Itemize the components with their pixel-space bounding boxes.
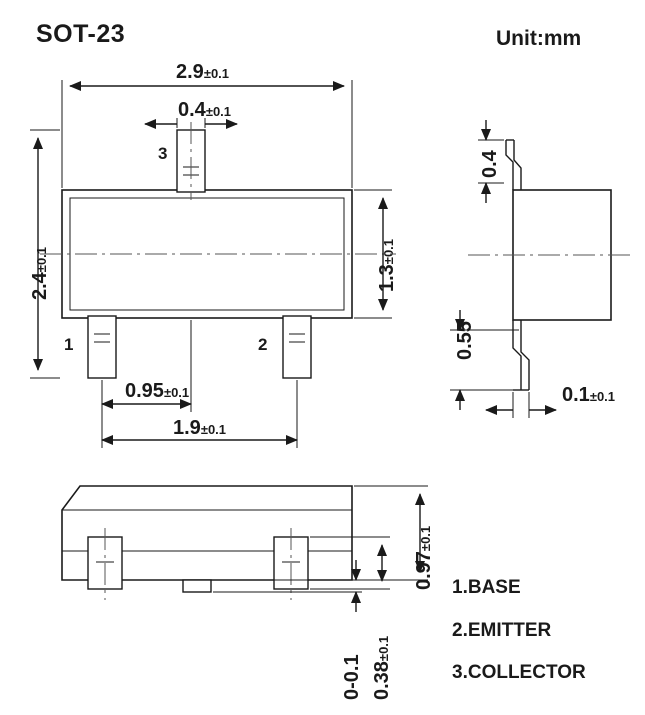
dim-pin-pitch-full: 1.9±0.1 xyxy=(173,417,227,439)
pin-number-1: 1 xyxy=(64,335,74,354)
dim-pin-pitch-half: 0.95±0.1 xyxy=(125,380,190,402)
dim-lead-top: 0.4 xyxy=(479,150,501,178)
side-view-geometry xyxy=(450,120,632,418)
dim-lead-foot: 0.38±0.1 xyxy=(371,635,393,700)
front-view-geometry xyxy=(62,486,428,612)
pin-number-3: 3 xyxy=(158,144,168,163)
pin-number-2: 2 xyxy=(258,335,268,354)
dim-body-height: 1.3±0.1 xyxy=(376,238,398,292)
unit-label: Unit:mm xyxy=(496,27,582,50)
dim-lead-thickness: 0.1±0.1 xyxy=(562,384,616,406)
package-title: SOT-23 xyxy=(36,20,126,48)
dim-pin-width: 0.4±0.1 xyxy=(178,99,232,121)
legend-item-emitter: 2.EMITTER xyxy=(452,620,552,641)
dim-seating-plane: 0-0.1 xyxy=(341,654,363,700)
dim-height-overall: 2.4±0.1 xyxy=(29,246,51,300)
dim-width-overall: 2.9±0.1 xyxy=(176,61,230,83)
dim-standoff: 0.55 xyxy=(454,321,476,360)
legend-item-base: 1.BASE xyxy=(452,577,521,598)
dim-body-thickness: 0.97±0.1 xyxy=(413,525,435,590)
legend-item-collector: 3.COLLECTOR xyxy=(452,662,586,683)
top-view-geometry xyxy=(30,80,396,448)
